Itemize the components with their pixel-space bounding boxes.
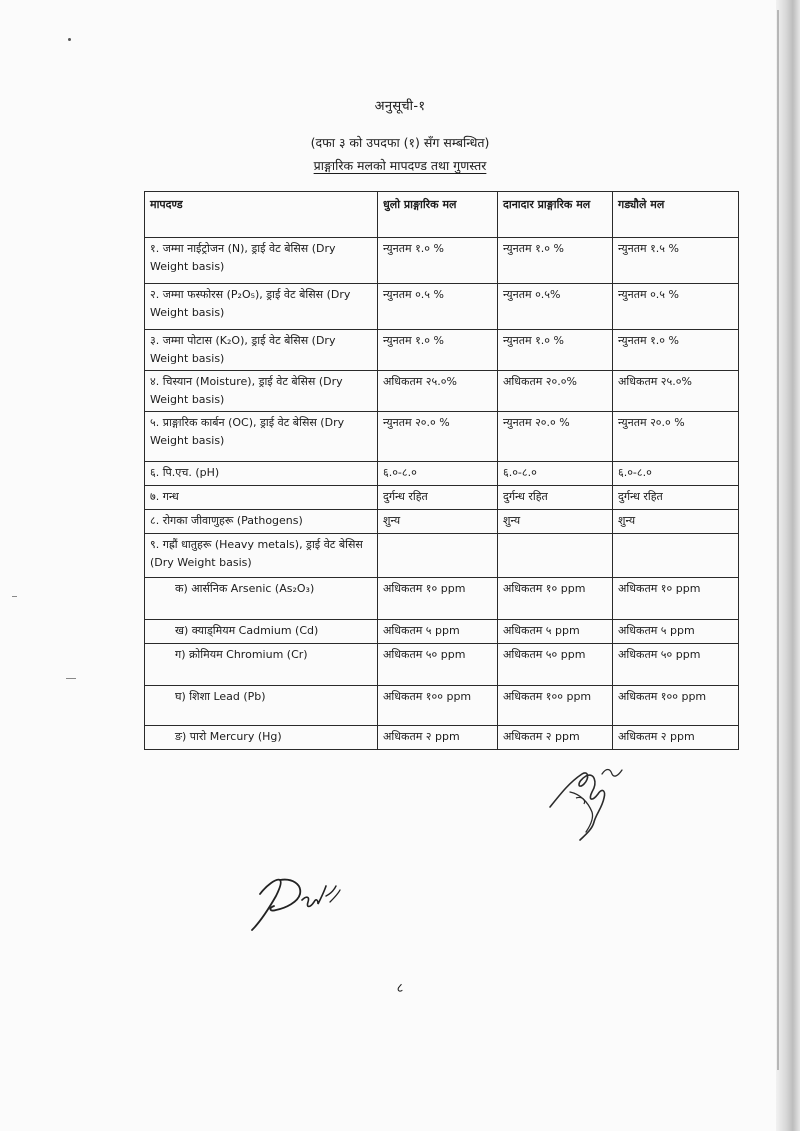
table-row	[145, 686, 739, 726]
signature-left	[246, 872, 346, 936]
value-cell: अधिकतम ५० ppm	[498, 644, 613, 686]
value-cell: अधिकतम २५.०%	[613, 371, 739, 412]
value-cell: न्युनतम १.० %	[613, 330, 739, 371]
value-cell: ६.०-८.०	[613, 462, 739, 486]
value-cell: अधिकतम २०.०%	[498, 371, 613, 412]
value-cell: अधिकतम ५ ppm	[613, 620, 739, 644]
parameter-cell: ७. गन्ध	[145, 486, 378, 510]
scan-speck	[68, 38, 71, 41]
parameter-cell: १. जम्मा नाईट्रोजन (N), ड्राई वेट बेसिस (Dry Weight basis)	[145, 238, 378, 284]
table-row	[145, 578, 739, 620]
value-cell: न्युनतम २०.० %	[498, 412, 613, 462]
value-cell: न्युनतम १.० %	[498, 238, 613, 284]
document-heading-text: प्राङ्गारिक मलको मापदण्ड तथा गुणस्तर	[313, 158, 487, 173]
value-cell	[613, 534, 739, 578]
value-cell: अधिकतम ५० ppm	[613, 644, 739, 686]
header-powder-manure: धुलो प्राङ्गारिक मल	[378, 192, 498, 238]
value-cell: न्युनतम १.० %	[378, 238, 498, 284]
value-cell: न्युनतम ०.५%	[498, 284, 613, 330]
table-row	[145, 644, 739, 686]
table-row	[145, 462, 739, 486]
header-granular-manure: दानादार प्राङ्गारिक मल	[498, 192, 613, 238]
value-cell: अधिकतम २५.०%	[378, 371, 498, 412]
scan-dash	[12, 596, 17, 597]
parameter-cell: घ) शिशा Lead (Pb)	[145, 686, 378, 726]
scan-dash	[66, 678, 76, 679]
value-cell: न्युनतम १.० %	[498, 330, 613, 371]
value-cell: न्युनतम २०.० %	[613, 412, 739, 462]
parameter-cell: ८. रोगका जीवाणुहरू (Pathogens)	[145, 510, 378, 534]
value-cell: न्युनतम २०.० %	[378, 412, 498, 462]
parameter-cell: ग) क्रोमियम Chromium (Cr)	[145, 644, 378, 686]
value-cell	[378, 534, 498, 578]
document-heading	[0, 157, 800, 174]
parameter-cell: २. जम्मा फस्फोरस (P₂O₅), ड्राई वेट बेसिस (Dry Weight basis)	[145, 284, 378, 330]
value-cell: अधिकतम २ ppm	[498, 726, 613, 750]
value-cell: अधिकतम १०० ppm	[498, 686, 613, 726]
table-row	[145, 620, 739, 644]
value-cell: अधिकतम १० ppm	[613, 578, 739, 620]
table-row	[145, 238, 739, 284]
value-cell: न्युनतम १.० %	[378, 330, 498, 371]
parameter-cell: ५. प्राङ्गारिक कार्बन (OC), ड्राई वेट बेसिस (Dry Weight basis)	[145, 412, 378, 462]
value-cell: अधिकतम १०० ppm	[378, 686, 498, 726]
value-cell: अधिकतम ५ ppm	[378, 620, 498, 644]
document-subtitle: (दफा ३ को उपदफा (१) सँग सम्बन्धित)	[310, 135, 490, 150]
table-row	[145, 486, 739, 510]
value-cell: न्युनतम १.५ %	[613, 238, 739, 284]
table-row	[145, 510, 739, 534]
value-cell: अधिकतम १० ppm	[378, 578, 498, 620]
page-number: ८	[396, 981, 404, 996]
parameter-cell: ९. गह्रौं धातुहरू (Heavy metals), ड्राई वेट बेसिस (Dry Weight basis)	[145, 534, 378, 578]
value-cell: दुर्गन्ध रहित	[498, 486, 613, 510]
table-row	[145, 412, 739, 462]
parameter-cell: ङ) पारो Mercury (Hg)	[145, 726, 378, 750]
standards-table	[144, 191, 739, 750]
document-title: अनुसूची-१	[374, 99, 426, 114]
value-cell: शुन्य	[378, 510, 498, 534]
table-row	[145, 534, 739, 578]
value-cell: ६.०-८.०	[498, 462, 613, 486]
parameter-cell: ख) क्याड्मियम Cadmium (Cd)	[145, 620, 378, 644]
value-cell: अधिकतम ५ ppm	[498, 620, 613, 644]
value-cell	[498, 534, 613, 578]
table-row	[145, 284, 739, 330]
signature-right	[540, 752, 640, 842]
value-cell: अधिकतम ५० ppm	[378, 644, 498, 686]
value-cell: दुर्गन्ध रहित	[378, 486, 498, 510]
table-row	[145, 330, 739, 371]
table-row	[145, 726, 739, 750]
value-cell: अधिकतम २ ppm	[378, 726, 498, 750]
header-vermicompost: गड्यौले मल	[613, 192, 739, 238]
value-cell: अधिकतम १०० ppm	[613, 686, 739, 726]
value-cell: शुन्य	[498, 510, 613, 534]
value-cell: न्युनतम ०.५ %	[378, 284, 498, 330]
parameter-cell: क) आर्सनिक Arsenic (As₂O₃)	[145, 578, 378, 620]
parameter-cell: ४. चिस्यान (Moisture), ड्राई वेट बेसिस (Dry Weight basis)	[145, 371, 378, 412]
value-cell: अधिकतम १० ppm	[498, 578, 613, 620]
value-cell: शुन्य	[613, 510, 739, 534]
table-row	[145, 371, 739, 412]
value-cell: दुर्गन्ध रहित	[613, 486, 739, 510]
value-cell: अधिकतम २ ppm	[613, 726, 739, 750]
value-cell: ६.०-८.०	[378, 462, 498, 486]
table-header-row	[145, 192, 739, 238]
parameter-cell: ३. जम्मा पोटास (K₂O), ड्राई वेट बेसिस (Dry Weight basis)	[145, 330, 378, 371]
value-cell: न्युनतम ०.५ %	[613, 284, 739, 330]
header-parameter: मापदण्ड	[145, 192, 378, 238]
parameter-cell: ६. पि.एच. (pH)	[145, 462, 378, 486]
